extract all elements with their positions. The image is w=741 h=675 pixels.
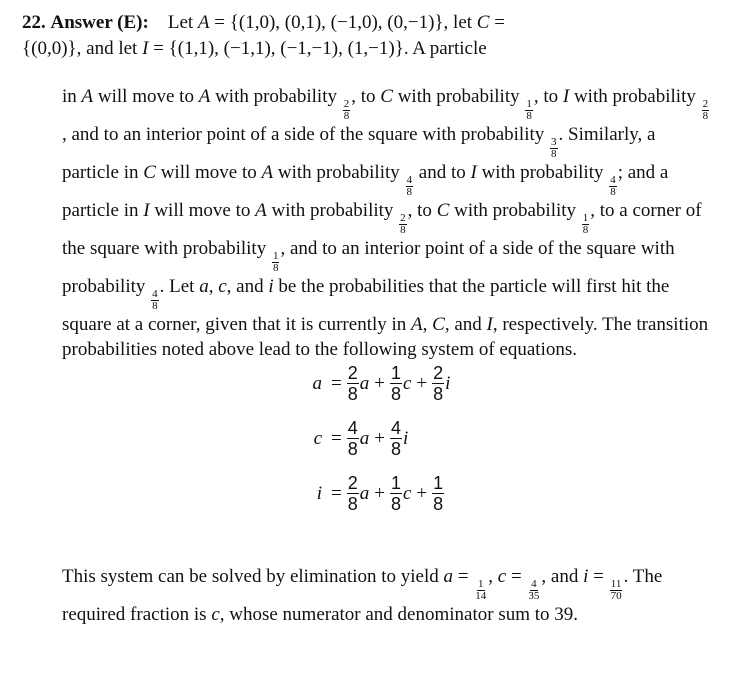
var-C: C xyxy=(476,12,490,33)
numerator: 1 xyxy=(433,473,444,493)
numerator: 1 xyxy=(390,363,401,383)
denominator: 8 xyxy=(526,109,532,122)
text: , to xyxy=(407,199,437,221)
fraction xyxy=(432,363,444,404)
equation-a xyxy=(296,356,450,411)
fraction xyxy=(609,175,617,198)
numerator: 2 xyxy=(400,211,406,224)
numerator: 4 xyxy=(406,173,413,186)
text: , whose numerator and denominator sum to 39. xyxy=(219,603,579,625)
text: . Similarly, a particle in xyxy=(62,123,656,183)
explanation-paragraph xyxy=(62,84,712,363)
numerator: 3 xyxy=(551,135,557,148)
denominator: 8 xyxy=(582,223,589,236)
var-a: a xyxy=(443,566,454,587)
symbol: a xyxy=(359,482,370,504)
fraction xyxy=(343,99,351,122)
var-C: C xyxy=(432,313,445,335)
plus-sign: + xyxy=(416,372,428,394)
text: , xyxy=(208,275,219,297)
fraction xyxy=(525,99,533,122)
numerator: 1 xyxy=(390,473,401,493)
fraction xyxy=(390,473,402,514)
denominator: 8 xyxy=(272,261,279,274)
text: = xyxy=(453,566,474,587)
equation-i xyxy=(296,466,450,521)
fraction xyxy=(347,473,359,514)
plus-sign: + xyxy=(416,482,428,504)
problem-header xyxy=(22,10,712,61)
text: with probability xyxy=(476,161,609,183)
denominator: 8 xyxy=(347,439,358,459)
var-c: c xyxy=(211,603,220,625)
symbol: i xyxy=(402,427,409,449)
text: , to xyxy=(351,86,381,107)
header-text: = {(1,1), (−1,1), (−1,−1), (1,−1)}. A particle xyxy=(148,37,487,59)
fraction xyxy=(347,418,359,459)
fraction xyxy=(151,289,159,312)
numerator: 4 xyxy=(152,287,158,300)
header-text: Let xyxy=(167,12,198,33)
symbol: a xyxy=(359,372,370,394)
text: . The required fraction is xyxy=(62,566,663,625)
plus-sign: + xyxy=(374,427,385,449)
denominator: 35 xyxy=(528,589,540,602)
denominator: 8 xyxy=(610,185,616,198)
numerator: 2 xyxy=(702,97,709,110)
var-I: I xyxy=(486,313,493,335)
text: will move to xyxy=(149,199,256,221)
denominator: 8 xyxy=(702,109,709,122)
text: , and to an interior point of a side of the square with probability xyxy=(62,237,675,297)
text: with probability xyxy=(569,86,701,107)
numerator: 4 xyxy=(610,173,616,186)
text: , and xyxy=(541,566,579,587)
var-i: i xyxy=(268,275,274,297)
fraction xyxy=(399,213,407,236)
var-i: i xyxy=(583,566,589,587)
var-A: A xyxy=(261,161,274,183)
denominator: 8 xyxy=(347,494,358,514)
conclusion-paragraph xyxy=(62,564,712,627)
fraction xyxy=(347,363,359,404)
text: will move to xyxy=(155,161,262,183)
var-C: C xyxy=(143,161,156,183)
var-A: A xyxy=(81,86,94,107)
var-c: c xyxy=(218,275,227,297)
numerator: 1 xyxy=(582,211,589,224)
text: , and xyxy=(226,275,269,297)
fraction xyxy=(390,363,402,404)
plus-sign: + xyxy=(374,372,385,394)
text: , and xyxy=(444,313,487,335)
numerator: 2 xyxy=(433,363,444,383)
equation-lhs: c xyxy=(313,427,322,449)
header-text: {(0,0)}, and let xyxy=(22,37,143,59)
denominator: 8 xyxy=(390,439,401,459)
var-I: I xyxy=(562,86,570,107)
fraction xyxy=(272,251,280,274)
numerator: 11 xyxy=(610,577,622,590)
symbol: c xyxy=(402,372,412,394)
text: , to a corner of the square with probability xyxy=(62,199,702,259)
denominator: 8 xyxy=(400,223,406,236)
denominator: 8 xyxy=(551,147,557,160)
text: in xyxy=(62,86,82,107)
equation-lhs: i xyxy=(316,482,322,504)
fraction xyxy=(432,473,444,514)
denominator: 8 xyxy=(152,299,158,312)
text: and to xyxy=(414,161,471,183)
numerator: 1 xyxy=(526,97,532,110)
text: will move to xyxy=(93,86,199,107)
fraction xyxy=(527,579,540,602)
text: ; and a particle in xyxy=(62,161,669,221)
symbol: i xyxy=(445,372,451,394)
plus-sign: + xyxy=(374,482,385,504)
header-text: = xyxy=(489,12,505,33)
numerator: 1 xyxy=(478,577,484,590)
equation-c xyxy=(296,411,450,466)
text: with probability xyxy=(210,86,342,107)
var-A: A xyxy=(197,12,210,33)
denominator: 8 xyxy=(433,384,444,404)
fraction xyxy=(550,137,558,160)
equation-lhs: a xyxy=(312,372,322,394)
var-a: a xyxy=(199,275,209,297)
text: with probability xyxy=(266,199,399,221)
text: This system can be solved by elimination to yield xyxy=(62,566,444,587)
var-I: I xyxy=(142,37,149,59)
text: , to xyxy=(533,86,559,107)
var-I: I xyxy=(143,199,150,221)
denominator: 8 xyxy=(347,384,358,404)
text: , respectively. The transition probabilities noted above lead to the following system of equations. xyxy=(62,313,709,361)
fraction xyxy=(610,579,623,602)
equals-sign: = xyxy=(331,482,342,504)
fraction xyxy=(702,99,710,122)
numerator: 4 xyxy=(347,418,358,438)
numerator: 1 xyxy=(272,249,279,262)
text: . Let xyxy=(159,275,200,297)
denominator: 8 xyxy=(406,185,413,198)
text: , xyxy=(422,313,433,335)
text: with probability xyxy=(392,86,525,107)
fraction xyxy=(582,213,590,236)
symbol: c xyxy=(402,482,412,504)
fraction xyxy=(474,579,487,602)
var-A: A xyxy=(255,199,267,221)
numerator: 2 xyxy=(347,363,358,383)
numerator: 2 xyxy=(343,97,350,110)
text: = xyxy=(588,566,609,587)
var-A: A xyxy=(411,313,423,335)
numerator: 2 xyxy=(347,473,358,493)
answer-label: Answer (E): xyxy=(50,12,149,33)
denominator: 8 xyxy=(390,384,401,404)
text: , and to an interior point of a side of the square with probability xyxy=(62,123,550,145)
denominator: 8 xyxy=(433,494,444,514)
var-C: C xyxy=(436,199,450,221)
var-c: c xyxy=(497,566,507,587)
equals-sign: = xyxy=(331,372,342,394)
text: with probability xyxy=(449,199,581,221)
equals-sign: = xyxy=(331,427,342,449)
fraction xyxy=(406,175,414,198)
denominator: 14 xyxy=(475,589,487,602)
var-C: C xyxy=(380,86,393,107)
var-I: I xyxy=(470,161,477,183)
symbol: a xyxy=(359,427,370,449)
denominator: 8 xyxy=(343,109,350,122)
text: with probability xyxy=(273,161,405,183)
var-A: A xyxy=(198,86,211,107)
problem-number: 22. xyxy=(22,12,46,33)
denominator: 8 xyxy=(390,494,401,514)
numerator: 4 xyxy=(531,577,537,590)
header-text: = {(1,0), (0,1), (−1,0), (0,−1)}, let xyxy=(209,12,477,33)
text: = xyxy=(506,566,527,587)
text: , xyxy=(488,566,498,587)
denominator: 70 xyxy=(610,589,622,602)
equation-system xyxy=(296,356,450,521)
fraction xyxy=(390,418,402,459)
text: be the probabilities that the particle will first hit the square at a corner, given that it is currently in xyxy=(62,275,670,335)
numerator: 4 xyxy=(390,418,401,438)
